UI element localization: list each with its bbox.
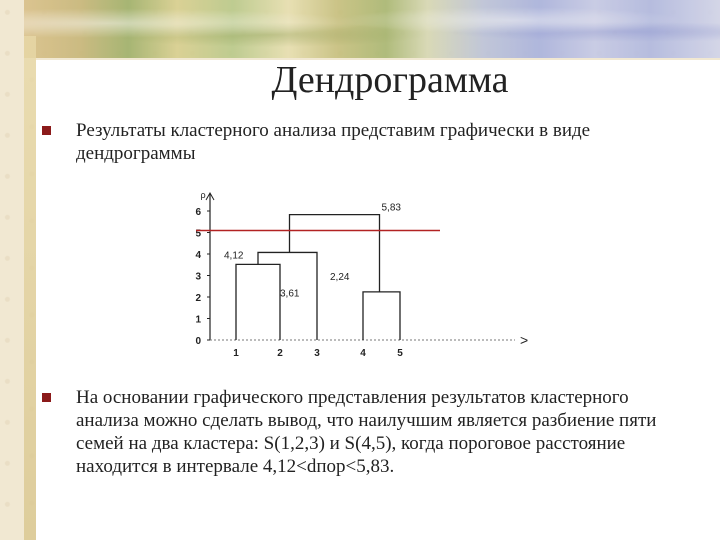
bullet-icon <box>42 126 51 135</box>
y-tick-label: 5 <box>195 228 201 240</box>
decorative-strip <box>24 36 36 540</box>
leaf-label: 5 <box>397 348 403 359</box>
leaf-label: 2 <box>277 348 283 359</box>
y-tick-label: 0 <box>195 336 201 347</box>
paragraph-intro: Результаты кластерного анализа представим графически в виде дендрограммы <box>76 120 591 164</box>
y-tick-label: 1 <box>195 314 201 326</box>
x-axis-label: > <box>520 332 529 348</box>
paragraph-conclusion: На основании графического представления результатов кластерного анализа можно сделать вывод, что наилучшим является разбиение пяти семей на два кластера: S(1,2,3) и S(4,5), когда пороговое расстояние находится в интервале 4,12<dпор<5,83. <box>76 387 657 477</box>
branch-1-2 <box>236 264 280 340</box>
leaf-label: 4 <box>360 348 366 359</box>
branch-4-5 <box>363 292 400 340</box>
merge-height-label: 4,12 <box>224 250 244 262</box>
leaf-label: 3 <box>314 348 320 359</box>
merge-height-label: 5,83 <box>381 202 401 214</box>
y-tick-label: 6 <box>195 207 201 218</box>
chart-branches <box>236 215 400 340</box>
bullet-icon <box>42 393 51 402</box>
leaf-label: 1 <box>233 348 239 359</box>
page-title: Дендрограмма <box>271 59 509 101</box>
chart-axes <box>200 190 528 348</box>
y-tick-label: 2 <box>195 293 201 304</box>
merge-height-label: 2,24 <box>330 271 350 283</box>
y-tick-label: 4 <box>195 250 201 261</box>
chart-labels <box>224 203 401 300</box>
decorative-banner <box>24 0 720 58</box>
y-tick-label: 3 <box>195 271 201 283</box>
merge-height-label: 3,61 <box>280 288 300 300</box>
dendrogram-chart <box>170 186 550 366</box>
y-axis-label: ρ <box>200 190 206 200</box>
